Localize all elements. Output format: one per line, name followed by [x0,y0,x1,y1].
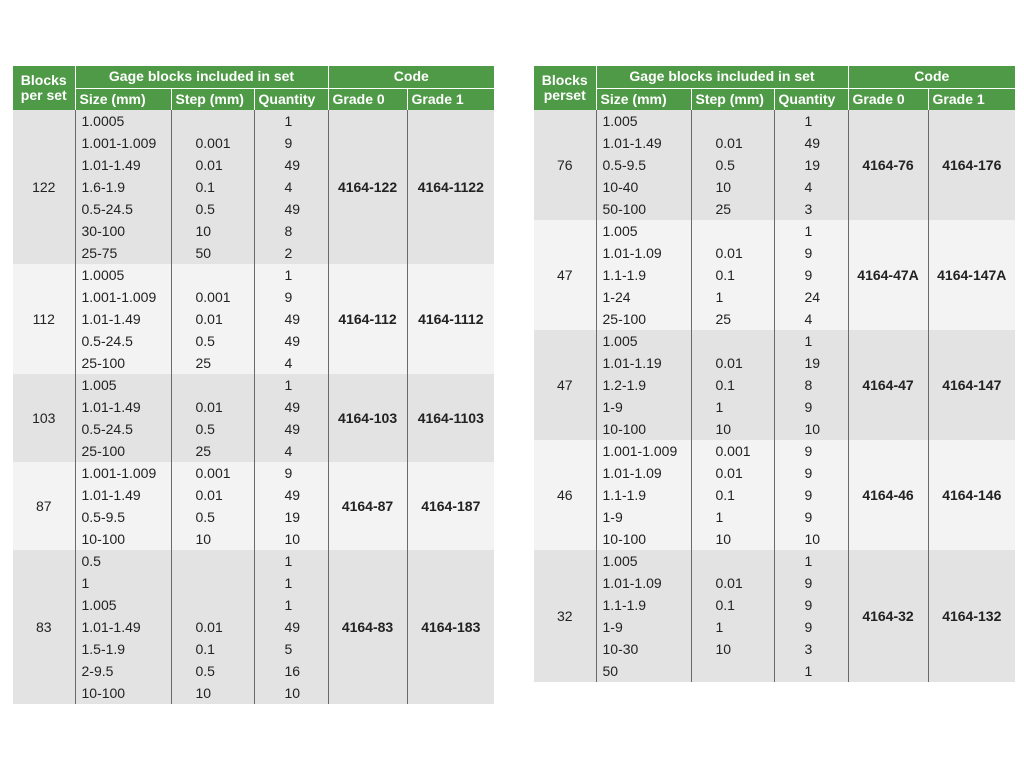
blocks-per-set-header: Blocks perset [534,66,596,110]
quantity-cell: 1 [254,110,328,132]
step-cell: 10 [171,220,254,242]
step-cell: 1 [691,286,774,308]
step-cell: 0.01 [691,242,774,264]
size-cell: 1-24 [596,286,691,308]
set-group [534,220,1015,330]
quantity-cell: 9 [774,440,848,462]
size-cell: 0.5-24.5 [75,198,171,220]
grade1-code-cell: 4164-1122 [417,179,484,195]
step-cell: 10 [691,528,774,550]
size-cell: 1.2-1.9 [596,374,691,396]
gage-blocks-header: Gage blocks included in set [596,66,848,89]
quantity-cell: 49 [254,396,328,418]
grade0-code-cell: 4164-87 [328,462,407,550]
table-row [13,264,494,286]
table-row [534,550,1015,572]
table-row [534,330,1015,352]
size-cell: 50 [596,660,691,682]
quantity-cell: 9 [254,132,328,154]
grade0-header: Grade 0 [848,89,928,111]
size-cell: 25-100 [596,308,691,330]
quantity-cell: 10 [774,528,848,550]
quantity-cell: 1 [254,594,328,616]
size-cell: 1.0005 [75,110,171,132]
size-cell: 1.005 [75,374,171,396]
quantity-cell: 8 [254,220,328,242]
size-cell: 10-100 [75,528,171,550]
quantity-cell: 9 [254,462,328,484]
step-cell: 1 [691,616,774,638]
step-cell: 0.1 [691,374,774,396]
quantity-cell: 10 [254,528,328,550]
size-cell: 1.001-1.009 [75,286,171,308]
step-cell: 0.5 [171,418,254,440]
grade1-code-cell: 4164-183 [421,619,481,635]
step-cell: 0.5 [171,198,254,220]
quantity-cell: 49 [254,616,328,638]
blocks-per-set-cell: 87 [13,462,75,550]
step-cell: 0.01 [691,132,774,154]
blocks-per-set-cell: 47 [534,330,596,440]
blocks-per-set-cell: 122 [13,110,75,264]
size-cell: 1.005 [596,110,691,132]
quantity-cell: 3 [774,198,848,220]
step-cell: 0.1 [171,176,254,198]
size-cell: 1.1-1.9 [596,264,691,286]
step-cell: 1 [691,506,774,528]
step-cell [171,572,254,594]
quantity-cell: 49 [254,330,328,352]
step-cell [171,594,254,616]
step-cell: 1 [691,396,774,418]
step-cell [171,264,254,286]
quantity-cell: 49 [254,154,328,176]
step-cell [171,550,254,572]
step-cell: 10 [171,528,254,550]
step-cell [691,330,774,352]
step-cell [691,220,774,242]
size-cell: 1.01-1.09 [596,572,691,594]
quantity-cell: 16 [254,660,328,682]
size-cell: 50-100 [596,198,691,220]
step-cell: 0.1 [691,264,774,286]
grade0-code-cell: 4164-122 [328,110,407,264]
size-cell: 10-40 [596,176,691,198]
blocks-per-set-cell: 103 [13,374,75,462]
grade1-code-cell: 4164-147 [942,377,1002,393]
size-cell: 1.005 [596,550,691,572]
grade1-code-cell: 4164-146 [942,487,1002,503]
size-cell: 1-9 [596,506,691,528]
size-cell: 25-100 [75,352,171,374]
size-cell: 0.5-9.5 [596,154,691,176]
gage-blocks-header: Gage blocks included in set [75,66,328,89]
quantity-cell: 9 [774,616,848,638]
step-cell: 10 [691,638,774,660]
step-cell: 10 [691,418,774,440]
step-cell: 0.1 [691,484,774,506]
grade0-code-cell: 4164-46 [848,440,928,550]
size-cell: 1.1-1.9 [596,484,691,506]
size-cell: 0.5-9.5 [75,506,171,528]
quantity-cell: 10 [774,418,848,440]
set-group [534,550,1015,682]
quantity-cell: 49 [254,198,328,220]
left-gage-block-table [13,66,494,704]
size-cell: 0.5-24.5 [75,418,171,440]
grade1-code-cell: 4164-1112 [418,311,484,327]
table-row [13,110,494,132]
size-cell: 1.01-1.49 [75,308,171,330]
quantity-cell: 1 [774,330,848,352]
quantity-cell: 9 [774,264,848,286]
quantity-cell: 24 [774,286,848,308]
step-cell: 50 [171,242,254,264]
step-cell: 0.5 [691,154,774,176]
set-group [13,264,494,374]
grade1-header: Grade 1 [928,89,1015,111]
quantity-header: Quantity [774,89,848,111]
size-cell: 10-30 [596,638,691,660]
quantity-cell: 49 [254,308,328,330]
quantity-cell: 49 [254,418,328,440]
size-cell: 1.01-1.19 [596,352,691,374]
quantity-cell: 4 [254,352,328,374]
size-cell: 25-75 [75,242,171,264]
grade0-code-cell: 4164-83 [328,550,407,704]
quantity-cell: 19 [254,506,328,528]
step-cell: 0.001 [171,286,254,308]
size-cell: 1.01-1.09 [596,242,691,264]
size-cell: 10-100 [596,418,691,440]
step-cell: 25 [691,308,774,330]
step-cell: 0.001 [691,440,774,462]
quantity-cell: 9 [774,242,848,264]
size-cell: 1.0005 [75,264,171,286]
step-cell: 0.1 [171,638,254,660]
grade0-header: Grade 0 [328,89,407,111]
step-cell: 25 [171,352,254,374]
size-cell: 30-100 [75,220,171,242]
quantity-cell: 1 [774,110,848,132]
set-group [13,462,494,550]
size-cell: 1.001-1.009 [75,462,171,484]
size-cell: 1.005 [596,220,691,242]
grade0-code-cell: 4164-47A [848,220,928,330]
quantity-cell: 1 [254,374,328,396]
step-header: Step (mm) [171,89,254,111]
step-cell [171,374,254,396]
step-cell: 0.01 [691,462,774,484]
set-group [534,440,1015,550]
grade0-code-cell: 4164-47 [848,330,928,440]
step-cell: 0.01 [691,352,774,374]
size-header: Size (mm) [75,89,171,111]
step-cell: 0.01 [171,396,254,418]
quantity-cell: 9 [774,506,848,528]
step-cell: 0.001 [171,462,254,484]
quantity-cell: 4 [254,176,328,198]
size-cell: 1.005 [75,594,171,616]
set-group [13,374,494,462]
size-cell: 1.5-1.9 [75,638,171,660]
grade1-code-cell: 4164-132 [942,608,1002,624]
size-cell: 0.5 [75,550,171,572]
step-cell: 10 [171,682,254,704]
quantity-cell: 49 [774,132,848,154]
grade1-code-cell: 4164-187 [421,498,481,514]
blocks-per-set-header: Blocks per set [13,66,75,110]
step-cell [691,660,774,682]
quantity-cell: 1 [254,264,328,286]
quantity-cell: 9 [774,484,848,506]
set-group [13,550,494,704]
step-cell: 0.5 [171,506,254,528]
table-row [534,110,1015,132]
quantity-cell: 49 [254,484,328,506]
set-group [534,110,1015,220]
blocks-per-set-cell: 46 [534,440,596,550]
quantity-cell: 19 [774,352,848,374]
size-cell: 1-9 [596,616,691,638]
size-cell: 1.01-1.49 [75,396,171,418]
step-cell: 0.01 [171,616,254,638]
quantity-cell: 1 [774,220,848,242]
size-header: Size (mm) [596,89,691,111]
code-header: Code [328,66,494,89]
step-cell: 0.1 [691,594,774,616]
step-cell: 0.001 [171,132,254,154]
quantity-cell: 2 [254,242,328,264]
size-cell: 1-9 [596,396,691,418]
table-row [13,550,494,572]
size-cell: 10-100 [596,528,691,550]
table-row [13,374,494,396]
right-gage-block-table [534,66,1015,682]
quantity-cell: 19 [774,154,848,176]
quantity-cell: 9 [774,572,848,594]
quantity-cell: 8 [774,374,848,396]
step-cell: 25 [171,440,254,462]
size-cell: 25-100 [75,440,171,462]
size-cell: 1.001-1.009 [596,440,691,462]
quantity-cell: 3 [774,638,848,660]
quantity-cell: 9 [774,462,848,484]
blocks-per-set-cell: 112 [13,264,75,374]
quantity-cell: 4 [774,176,848,198]
grade0-code-cell: 4164-112 [328,264,407,374]
quantity-cell: 1 [774,660,848,682]
size-cell: 1.01-1.49 [75,484,171,506]
quantity-cell: 10 [254,682,328,704]
step-cell: 10 [691,176,774,198]
code-header: Code [848,66,1015,89]
size-cell: 1.6-1.9 [75,176,171,198]
quantity-cell: 4 [254,440,328,462]
step-cell: 0.01 [171,154,254,176]
step-cell: 0.5 [171,330,254,352]
quantity-cell: 4 [774,308,848,330]
grade0-code-cell: 4164-103 [328,374,407,462]
size-cell: 1.01-1.49 [75,616,171,638]
step-cell [691,550,774,572]
step-cell [691,110,774,132]
set-group [13,110,494,264]
grade1-code-cell: 4164-1103 [417,410,484,426]
quantity-cell: 1 [254,550,328,572]
blocks-per-set-cell: 76 [534,110,596,220]
size-cell: 1.01-1.49 [596,132,691,154]
table-row [13,462,494,484]
quantity-header: Quantity [254,89,328,111]
blocks-per-set-cell: 47 [534,220,596,330]
table-row [534,440,1015,462]
grade1-code-cell: 4164-176 [942,157,1002,173]
grade0-code-cell: 4164-76 [848,110,928,220]
set-group [534,330,1015,440]
size-cell: 2-9.5 [75,660,171,682]
grade1-code-cell: 4164-147A [937,267,1007,283]
blocks-per-set-cell: 83 [13,550,75,704]
quantity-cell: 1 [254,572,328,594]
size-cell: 1 [75,572,171,594]
step-cell: 0.01 [171,308,254,330]
step-cell: 0.01 [691,572,774,594]
quantity-cell: 9 [774,594,848,616]
grade1-header: Grade 1 [407,89,494,111]
size-cell: 0.5-24.5 [75,330,171,352]
step-cell: 25 [691,198,774,220]
size-cell: 1.001-1.009 [75,132,171,154]
size-cell: 1.01-1.09 [596,462,691,484]
size-cell: 1.1-1.9 [596,594,691,616]
size-cell: 1.01-1.49 [75,154,171,176]
quantity-cell: 9 [774,396,848,418]
step-cell: 0.5 [171,660,254,682]
quantity-cell: 5 [254,638,328,660]
blocks-per-set-cell: 32 [534,550,596,682]
step-header: Step (mm) [691,89,774,111]
table-row [534,220,1015,242]
step-cell: 0.01 [171,484,254,506]
quantity-cell: 1 [774,550,848,572]
size-cell: 10-100 [75,682,171,704]
quantity-cell: 9 [254,286,328,308]
size-cell: 1.005 [596,330,691,352]
step-cell [171,110,254,132]
grade0-code-cell: 4164-32 [848,550,928,682]
